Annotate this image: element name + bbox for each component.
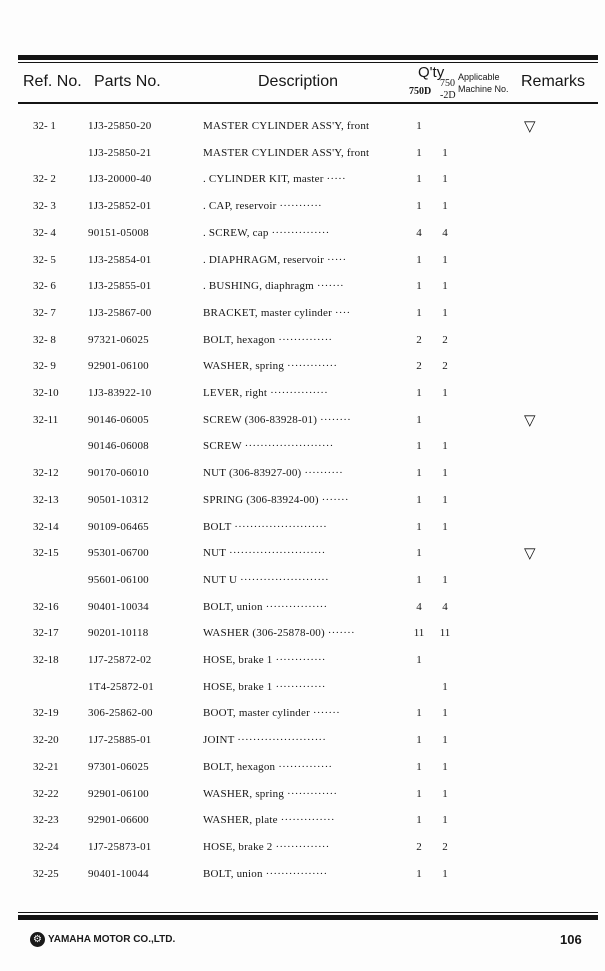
- qty-750-2d-cell: 1: [442, 521, 448, 533]
- parts-no-cell: 1J7-25873-01: [88, 841, 152, 853]
- footer-top-rule-thin: [18, 912, 598, 913]
- qty-750d-cell: 4: [416, 601, 422, 613]
- qty-750d-cell: 1: [416, 147, 422, 159]
- table-row: [0, 227, 605, 243]
- column-header-qty: Q'ty: [418, 64, 445, 81]
- qty-750-2d-cell: 1: [442, 788, 448, 800]
- column-header-2d: -2D: [440, 90, 456, 101]
- description-cell: SPRING (306-83924-00) ·······: [203, 494, 349, 506]
- parts-no-cell: 97321-06025: [88, 334, 149, 346]
- description-cell: NUT ·························: [203, 547, 326, 559]
- qty-750d-cell: 4: [416, 227, 422, 239]
- table-row: [0, 200, 605, 216]
- ref-no-cell: 32-19: [33, 707, 59, 719]
- remark-marker-icon: ▽: [524, 119, 536, 135]
- parts-no-cell: 1J3-25854-01: [88, 254, 152, 266]
- ref-no-cell: 32- 8: [33, 334, 56, 346]
- ref-no-cell: 32- 2: [33, 173, 56, 185]
- parts-no-cell: 1J7-25885-01: [88, 734, 152, 746]
- ref-no-cell: 32-24: [33, 841, 59, 853]
- parts-no-cell: 90501-10312: [88, 494, 149, 506]
- description-cell: JOINT ·······················: [203, 734, 327, 746]
- qty-750-2d-cell: 1: [442, 147, 448, 159]
- ref-no-cell: 32-11: [33, 414, 59, 426]
- description-cell: . SCREW, cap ···············: [203, 227, 330, 239]
- table-row: [0, 788, 605, 804]
- column-header-750d: 750D: [409, 86, 432, 97]
- qty-750-2d-cell: 4: [442, 227, 448, 239]
- table-row: [0, 761, 605, 777]
- qty-750-2d-cell: 1: [442, 574, 448, 586]
- table-row: [0, 147, 605, 163]
- description-cell: HOSE, brake 1 ·············: [203, 681, 326, 693]
- description-cell: . DIAPHRAGM, reservoir ·····: [203, 254, 347, 266]
- parts-no-cell: 90401-10034: [88, 601, 149, 613]
- parts-no-cell: 90151-05008: [88, 227, 149, 239]
- parts-no-cell: 1J3-25855-01: [88, 280, 152, 292]
- qty-750d-cell: 1: [416, 521, 422, 533]
- ref-no-cell: 32-17: [33, 627, 59, 639]
- table-row: [0, 868, 605, 884]
- qty-750d-cell: 2: [416, 841, 422, 853]
- qty-750d-cell: 1: [416, 280, 422, 292]
- column-header-remarks: Remarks: [521, 73, 586, 90]
- table-row: [0, 254, 605, 270]
- qty-750-2d-cell: 1: [442, 814, 448, 826]
- qty-750d-cell: 1: [416, 494, 422, 506]
- description-cell: BOLT, union ················: [203, 868, 328, 880]
- qty-750d-cell: 2: [416, 334, 422, 346]
- qty-750-2d-cell: 1: [442, 761, 448, 773]
- description-cell: . BUSHING, diaphragm ·······: [203, 280, 344, 292]
- parts-no-cell: 1J3-25850-20: [88, 120, 152, 132]
- qty-750-2d-cell: 2: [442, 360, 448, 372]
- parts-no-cell: 92901-06100: [88, 788, 149, 800]
- qty-750-2d-cell: 1: [442, 254, 448, 266]
- table-row: [0, 414, 605, 430]
- qty-750-2d-cell: 2: [442, 841, 448, 853]
- page-number: 106: [560, 932, 582, 947]
- parts-no-cell: 90146-06008: [88, 440, 149, 452]
- parts-no-cell: 92901-06100: [88, 360, 149, 372]
- qty-750-2d-cell: 1: [442, 440, 448, 452]
- table-row: [0, 467, 605, 483]
- table-row: [0, 734, 605, 750]
- parts-no-cell: 92901-06600: [88, 814, 149, 826]
- company-logo: [30, 932, 175, 947]
- description-cell: BOLT, hexagon ··············: [203, 334, 333, 346]
- qty-750d-cell: 1: [416, 467, 422, 479]
- qty-750d-cell: 11: [413, 627, 425, 639]
- parts-no-cell: 306-25862-00: [88, 707, 153, 719]
- description-cell: BOOT, master cylinder ·······: [203, 707, 340, 719]
- qty-750d-cell: 1: [416, 547, 422, 559]
- description-cell: MASTER CYLINDER ASS'Y, front: [203, 147, 370, 159]
- header-bottom-rule: [18, 102, 598, 104]
- table-row: [0, 494, 605, 510]
- parts-no-cell: 90170-06010: [88, 467, 149, 479]
- ref-no-cell: 32- 7: [33, 307, 56, 319]
- ref-no-cell: 32-12: [33, 467, 59, 479]
- qty-750d-cell: 1: [416, 173, 422, 185]
- table-row: [0, 627, 605, 643]
- parts-no-cell: 1J7-25872-02: [88, 654, 152, 666]
- parts-no-cell: 1J3-25867-00: [88, 307, 152, 319]
- table-row: [0, 280, 605, 296]
- table-row: [0, 120, 605, 136]
- remark-marker-icon: ▽: [524, 546, 536, 562]
- ref-no-cell: 32-21: [33, 761, 59, 773]
- ref-no-cell: 32- 6: [33, 280, 56, 292]
- description-cell: . CAP, reservoir ···········: [203, 200, 322, 212]
- description-cell: NUT (306-83927-00) ··········: [203, 467, 343, 479]
- ref-no-cell: 32- 4: [33, 227, 56, 239]
- ref-no-cell: 32-20: [33, 734, 59, 746]
- parts-no-cell: 1J3-25852-01: [88, 200, 152, 212]
- ref-no-cell: 32- 5: [33, 254, 56, 266]
- description-cell: HOSE, brake 1 ·············: [203, 654, 326, 666]
- qty-750-2d-cell: 4: [442, 601, 448, 613]
- qty-750d-cell: 1: [416, 788, 422, 800]
- qty-750-2d-cell: 1: [442, 173, 448, 185]
- qty-750d-cell: 1: [416, 814, 422, 826]
- table-row: [0, 360, 605, 376]
- description-cell: LEVER, right ···············: [203, 387, 329, 399]
- description-cell: SCREW (306-83928-01) ········: [203, 414, 351, 426]
- qty-750-2d-cell: 1: [442, 280, 448, 292]
- description-cell: WASHER (306-25878-00) ·······: [203, 627, 355, 639]
- description-cell: WASHER, spring ·············: [203, 360, 338, 372]
- parts-no-cell: 95301-06700: [88, 547, 149, 559]
- column-header-750: 750: [440, 78, 455, 89]
- ref-no-cell: 32-15: [33, 547, 59, 559]
- description-cell: WASHER, plate ··············: [203, 814, 335, 826]
- table-row: [0, 681, 605, 697]
- column-header-machine-no: Machine No.: [458, 84, 509, 94]
- parts-no-cell: 90201-10118: [88, 627, 149, 639]
- ref-no-cell: 32-13: [33, 494, 59, 506]
- qty-750-2d-cell: 1: [442, 467, 448, 479]
- parts-no-cell: 97301-06025: [88, 761, 149, 773]
- parts-no-cell: 90109-06465: [88, 521, 149, 533]
- qty-750-2d-cell: 1: [442, 681, 448, 693]
- description-cell: BRACKET, master cylinder ····: [203, 307, 351, 319]
- qty-750d-cell: 1: [416, 707, 422, 719]
- qty-750d-cell: 1: [416, 734, 422, 746]
- column-header-parts-no: Parts No.: [94, 73, 161, 90]
- table-row: [0, 547, 605, 563]
- qty-750-2d-cell: 1: [442, 707, 448, 719]
- remark-marker-icon: ▽: [524, 413, 536, 429]
- parts-no-cell: 1J3-25850-21: [88, 147, 152, 159]
- table-row: [0, 173, 605, 189]
- description-cell: NUT U ·······················: [203, 574, 329, 586]
- description-cell: SCREW ·······················: [203, 440, 334, 452]
- qty-750d-cell: 1: [416, 200, 422, 212]
- parts-no-cell: 1J3-20000-40: [88, 173, 152, 185]
- parts-no-cell: 90401-10044: [88, 868, 149, 880]
- ref-no-cell: 32- 9: [33, 360, 56, 372]
- table-row: [0, 521, 605, 537]
- qty-750-2d-cell: 1: [442, 307, 448, 319]
- table-row: [0, 387, 605, 403]
- description-cell: . CYLINDER KIT, master ·····: [203, 173, 346, 185]
- ref-no-cell: 32-10: [33, 387, 59, 399]
- qty-750-2d-cell: 1: [442, 387, 448, 399]
- parts-no-cell: 1T4-25872-01: [88, 681, 154, 693]
- ref-no-cell: 32- 3: [33, 200, 56, 212]
- qty-750-2d-cell: 1: [442, 734, 448, 746]
- qty-750-2d-cell: 1: [442, 868, 448, 880]
- description-cell: BOLT ························: [203, 521, 327, 533]
- company-name: YAMAHA MOTOR CO.,LTD.: [48, 934, 176, 945]
- column-header-description: Description: [258, 73, 339, 90]
- table-row: [0, 307, 605, 323]
- table-row: [0, 841, 605, 857]
- qty-750-2d-cell: 1: [442, 494, 448, 506]
- footer-top-rule-thick: [18, 915, 598, 920]
- table-row: [0, 440, 605, 456]
- description-cell: HOSE, brake 2 ··············: [203, 841, 330, 853]
- parts-no-cell: 1J3-83922-10: [88, 387, 152, 399]
- qty-750d-cell: 1: [416, 440, 422, 452]
- qty-750d-cell: 1: [416, 254, 422, 266]
- parts-no-cell: 95601-06100: [88, 574, 149, 586]
- qty-750d-cell: 1: [416, 307, 422, 319]
- description-cell: BOLT, hexagon ··············: [203, 761, 333, 773]
- qty-750d-cell: 1: [416, 868, 422, 880]
- ref-no-cell: 32-18: [33, 654, 59, 666]
- ref-no-cell: 32-25: [33, 868, 59, 880]
- description-cell: BOLT, union ················: [203, 601, 328, 613]
- ref-no-cell: 32-23: [33, 814, 59, 826]
- qty-750d-cell: 1: [416, 654, 422, 666]
- column-header-applicable: Applicable: [458, 72, 500, 82]
- parts-no-cell: 90146-06005: [88, 414, 149, 426]
- header-top-rule-thin: [18, 62, 598, 63]
- table-row: [0, 574, 605, 590]
- table-row: [0, 601, 605, 617]
- description-cell: MASTER CYLINDER ASS'Y, front: [203, 120, 370, 132]
- qty-750-2d-cell: 2: [442, 334, 448, 346]
- table-row: [0, 814, 605, 830]
- ref-no-cell: 32- 1: [33, 120, 56, 132]
- description-cell: WASHER, spring ·············: [203, 788, 338, 800]
- table-row: [0, 654, 605, 670]
- qty-750d-cell: 1: [416, 574, 422, 586]
- qty-750d-cell: 1: [416, 414, 422, 426]
- column-header-ref-no: Ref. No.: [23, 73, 82, 90]
- yamaha-tuning-fork-icon: ⚙: [30, 932, 45, 947]
- qty-750-2d-cell: 1: [442, 200, 448, 212]
- qty-750d-cell: 1: [416, 387, 422, 399]
- ref-no-cell: 32-14: [33, 521, 59, 533]
- ref-no-cell: 32-22: [33, 788, 59, 800]
- table-row: [0, 707, 605, 723]
- header-top-rule-thick: [18, 55, 598, 60]
- qty-750d-cell: 1: [416, 761, 422, 773]
- qty-750-2d-cell: 11: [439, 627, 451, 639]
- table-row: [0, 334, 605, 350]
- qty-750d-cell: 2: [416, 360, 422, 372]
- qty-750d-cell: 1: [416, 120, 422, 132]
- ref-no-cell: 32-16: [33, 601, 59, 613]
